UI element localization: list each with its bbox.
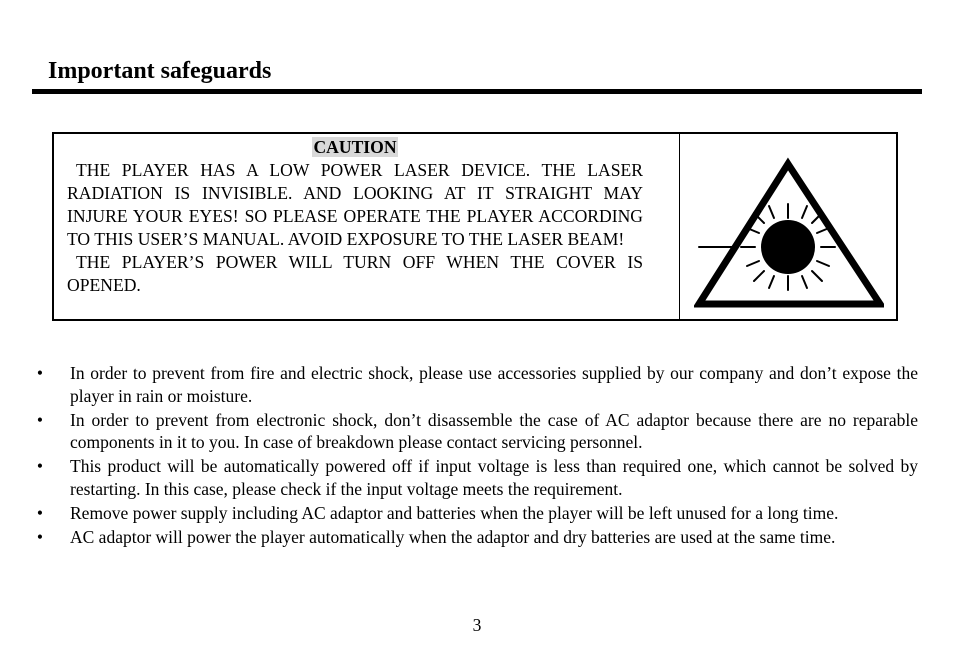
- list-item-text: This product will be automatically powered off if input voltage is less than required one, which cannot be solved by restarting. In this case, please check if the input voltage meets the requirement.: [70, 456, 918, 499]
- page-heading: Important safeguards: [48, 58, 272, 84]
- caution-box: [52, 132, 898, 321]
- page-number: 3: [472, 615, 482, 635]
- list-item: [32, 362, 918, 407]
- bullet-marker: •: [36, 363, 44, 383]
- heading-rule: [32, 89, 922, 94]
- list-item: [32, 409, 918, 454]
- list-item: [32, 455, 918, 500]
- list-item: [32, 526, 918, 549]
- caution-text-cell: [54, 134, 680, 319]
- safeguard-list: [32, 362, 918, 550]
- list-item-text: Remove power supply including AC adaptor and batteries when the player will be left unused for a long time.: [70, 502, 839, 523]
- bullet-marker: •: [36, 502, 44, 523]
- list-item-text: In order to prevent from fire and electric shock, please use accessories supplied by our company and don’t expose the player in rain or moisture.: [70, 363, 918, 406]
- bullet-marker: •: [36, 409, 44, 430]
- bullet-marker: •: [36, 456, 44, 476]
- caution-title: [67, 136, 643, 159]
- bullet-marker: •: [36, 526, 44, 547]
- laser-radiation-warning-icon: [694, 144, 884, 314]
- list-item-text: AC adaptor will power the player automatically when the adaptor and dry batteries are used at the same time.: [70, 526, 836, 547]
- list-item: [32, 502, 918, 525]
- caution-paragraph-cover: THE PLAYER’S POWER WILL TURN OFF WHEN THE COVER IS OPENED.: [67, 252, 643, 295]
- list-item-text: In order to prevent from electronic shock, don’t disassemble the case of AC adaptor because there are no reparable components in it to you. In case of breakdown please contact servicing personnel.: [70, 409, 918, 452]
- caution-title-label: CAUTION: [313, 137, 397, 157]
- caution-paragraph-laser: THE PLAYER HAS A LOW POWER LASER DEVICE. THE LASER RADIATION IS INVISIBLE. AND LOOKING AT IT STRAIGHT MAY INJURE YOUR EYES! SO PLEASE OPERATE THE PLAYER ACCORDING TO THIS USER’S MANUAL. AVOID EXPOSURE TO THE LASER BEAM!: [67, 160, 643, 249]
